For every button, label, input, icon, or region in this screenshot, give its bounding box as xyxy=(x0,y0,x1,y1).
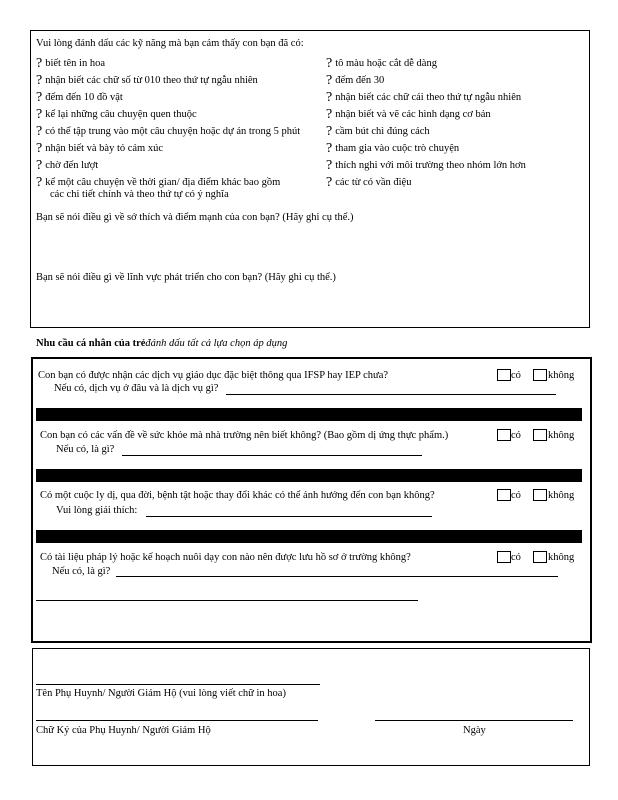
question-mark-icon: ? xyxy=(36,141,43,156)
question-mark-icon: ? xyxy=(326,90,333,105)
skill-item-right-8[interactable] xyxy=(326,175,411,189)
question-2-answer-line[interactable] xyxy=(122,455,422,456)
question-1-followup: Nếu có, dịch vụ ở đâu và là dịch vụ gì? xyxy=(54,383,219,394)
question-mark-icon: ? xyxy=(326,73,333,88)
skill-item-right-6[interactable] xyxy=(326,141,459,155)
skill-label: đếm đến 10 đồ vật xyxy=(45,92,123,103)
skill-label: chờ đến lượt xyxy=(45,160,99,171)
skill-item-right-5[interactable] xyxy=(326,124,430,138)
skill-label: tham gia vào cuộc trò chuyện xyxy=(335,143,460,154)
divider-bar xyxy=(36,469,582,482)
skill-item-left-2[interactable] xyxy=(36,73,258,87)
skill-item-right-4[interactable] xyxy=(326,107,491,121)
parent-name-label: Tên Phụ Huynh/ Người Giám Hộ (vui lòng viết chữ in hoa) xyxy=(36,688,286,699)
skill-item-left-6[interactable] xyxy=(36,141,163,155)
skill-item-left-8-cont: các chi tiết chính và theo thứ tự có ý nghĩa xyxy=(50,189,229,200)
skills-prompt: Vui lòng đánh dấu các kỹ năng mà bạn cảm thấy con bạn đã có: xyxy=(36,38,304,49)
question-mark-icon: ? xyxy=(326,158,333,173)
question-mark-icon: ? xyxy=(36,90,43,105)
skill-label: các từ có vần điệu xyxy=(335,177,412,188)
question-1-answer-line[interactable] xyxy=(226,394,556,395)
skill-label: kể một câu chuyện về thời gian/ địa điểm khác bao gồm xyxy=(45,177,281,188)
skill-label: biết tên in hoa xyxy=(45,58,105,69)
yes-label: có xyxy=(511,552,521,563)
question-3-text: Có một cuộc ly dị, qua đời, bệnh tật hoặc thay đổi khác có thể ảnh hưởng đến con bạn không? xyxy=(40,490,435,501)
question-2-yes-checkbox[interactable] xyxy=(497,429,511,441)
question-3-no-checkbox[interactable] xyxy=(533,489,547,501)
question-mark-icon: ? xyxy=(36,73,43,88)
skill-item-right-7[interactable] xyxy=(326,158,526,172)
skill-item-left-4[interactable] xyxy=(36,107,197,121)
question-2-no-checkbox[interactable] xyxy=(533,429,547,441)
signature-section xyxy=(32,648,590,766)
skill-item-left-5[interactable] xyxy=(36,124,300,138)
skill-label: thích nghi với môi trường theo nhóm lớn hơn xyxy=(335,160,526,171)
needs-section-header xyxy=(36,333,287,351)
question-4-followup: Nếu có, là gì? xyxy=(52,566,111,577)
skill-label: nhận biết và bày tỏ cảm xúc xyxy=(45,143,164,154)
question-2-followup: Nếu có, là gì? xyxy=(56,444,115,455)
growth-question: Bạn sẽ nói điều gì về lĩnh vực phát triển cho con bạn? (Hãy ghi cụ thể.) xyxy=(36,272,336,283)
question-3-answer-line[interactable] xyxy=(146,516,432,517)
yes-label: có xyxy=(511,430,521,441)
question-2-text: Con bạn có các vấn đề về sức khỏe mà nhà trường nên biết không? (Bao gồm dị ứng thực phẩm.) xyxy=(40,430,449,441)
question-4-extra-line[interactable] xyxy=(36,600,418,601)
yes-label: có xyxy=(511,490,521,501)
no-label: không xyxy=(548,552,575,563)
skill-label: nhận biết và vẽ các hình dạng cơ bản xyxy=(335,109,491,120)
skill-item-left-8[interactable] xyxy=(36,175,280,189)
skill-label: kể lại những câu chuyện quen thuộc xyxy=(45,109,197,120)
question-1-yes-checkbox[interactable] xyxy=(497,369,511,381)
skill-label: đếm đến 30 xyxy=(335,75,385,86)
divider-bar xyxy=(36,530,582,543)
question-mark-icon: ? xyxy=(326,107,333,122)
skill-label: nhận biết các chữ cái theo thứ tự ngẫu nhiên xyxy=(335,92,522,103)
yes-label: có xyxy=(511,370,521,381)
question-mark-icon: ? xyxy=(326,56,333,71)
no-label: không xyxy=(548,490,575,501)
question-mark-icon: ? xyxy=(36,158,43,173)
question-1-no-checkbox[interactable] xyxy=(533,369,547,381)
parent-name-line[interactable] xyxy=(36,684,320,685)
skill-item-left-3[interactable] xyxy=(36,90,123,104)
interests-answer-area[interactable] xyxy=(36,226,584,266)
skill-label: nhận biết các chữ số từ 010 theo thứ tự ngẫu nhiên xyxy=(45,75,258,86)
skill-label: tô màu hoặc cắt dễ dàng xyxy=(335,58,437,69)
question-mark-icon: ? xyxy=(36,175,43,190)
question-3-followup: Vui lòng giải thích: xyxy=(56,505,138,516)
needs-section-note: đánh dấu tất cả lựa chọn áp dụng xyxy=(145,338,288,349)
skill-item-left-7[interactable] xyxy=(36,158,98,172)
question-mark-icon: ? xyxy=(326,141,333,156)
interests-question: Bạn sẽ nói điều gì về sở thích và điểm mạnh của con bạn? (Hãy ghi cụ thể.) xyxy=(36,212,354,223)
question-3-yes-checkbox[interactable] xyxy=(497,489,511,501)
question-mark-icon: ? xyxy=(326,175,333,190)
needs-section-title: Nhu cầu cá nhân của trẻ xyxy=(36,338,146,349)
question-4-no-checkbox[interactable] xyxy=(533,551,547,563)
question-4-yes-checkbox[interactable] xyxy=(497,551,511,563)
question-mark-icon: ? xyxy=(36,124,43,139)
divider-bar xyxy=(36,408,582,421)
skill-item-right-1[interactable] xyxy=(326,56,437,70)
no-label: không xyxy=(548,430,575,441)
date-line[interactable] xyxy=(375,720,573,721)
date-label: Ngày xyxy=(463,725,486,736)
question-1-text: Con bạn có được nhận các dịch vụ giáo dục đặc biệt thông qua IFSP hay IEP chưa? xyxy=(38,370,389,381)
skill-item-right-2[interactable] xyxy=(326,73,384,87)
skill-item-left-1[interactable] xyxy=(36,56,105,70)
question-mark-icon: ? xyxy=(36,107,43,122)
signature-line[interactable] xyxy=(36,720,318,721)
signature-label: Chữ Ký của Phụ Huynh/ Người Giám Hộ xyxy=(36,725,211,736)
question-4-text: Có tài liệu pháp lý hoặc kế hoạch nuôi dạy con nào nên được lưu hồ sơ ở trường không? xyxy=(40,552,411,563)
question-mark-icon: ? xyxy=(326,124,333,139)
growth-answer-area[interactable] xyxy=(36,286,584,322)
skill-item-right-3[interactable] xyxy=(326,90,521,104)
skill-label: có thể tập trung vào một câu chuyện hoặc dự án trong 5 phút xyxy=(45,126,301,137)
no-label: không xyxy=(548,370,575,381)
question-4-answer-line[interactable] xyxy=(116,576,558,577)
question-mark-icon: ? xyxy=(36,56,43,71)
skill-label: cầm bút chì đúng cách xyxy=(335,126,430,137)
